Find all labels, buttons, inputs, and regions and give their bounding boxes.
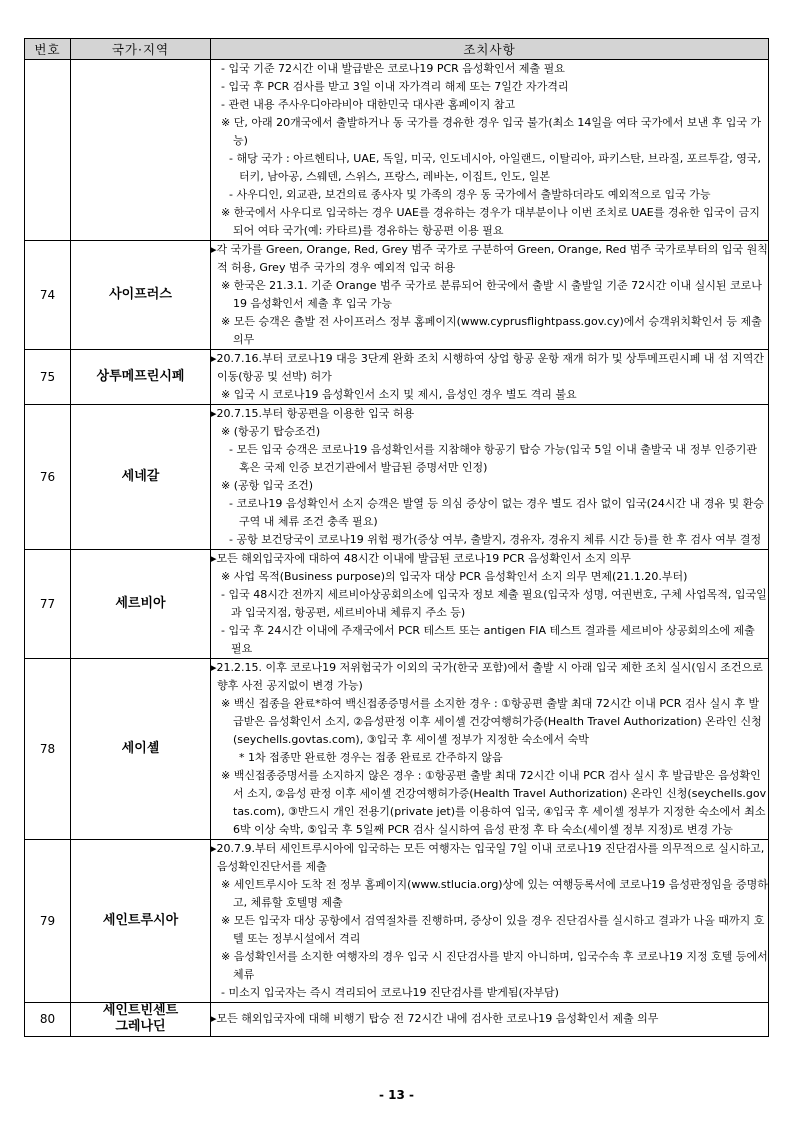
measure-line: - 관련 내용 주사우디아라비아 대한민국 대사관 홈페이지 참고	[221, 98, 516, 111]
row-measures	[211, 241, 769, 350]
table-row	[25, 405, 769, 550]
measure-line: * 1차 접종만 완료한 경우는 접종 완료로 간주하지 않음	[239, 751, 503, 764]
table-row	[25, 241, 769, 350]
measure-line: - 미소지 입국자는 즉시 격리되어 코로나19 진단검사를 받게됨(자부담)	[221, 986, 559, 999]
measure-line: ▸20.7.9.부터 세인트루시아에 입국하는 모든 여행자는 입국일 7일 이내 코로나19 진단검사를 의무적으로 실시하고, 음성확인진단서를 제출	[211, 842, 765, 873]
row-country: 세네갈	[71, 405, 211, 550]
row-number	[25, 60, 71, 241]
row-number: 80	[25, 1003, 71, 1037]
row-number: 78	[25, 659, 71, 840]
header-number: 번호	[25, 39, 71, 60]
row-country: 세이셸	[71, 659, 211, 840]
measure-line: ▸20.7.16.부터 코로나19 대응 3단계 완화 조치 시행하여 상업 항공 운항 재개 허가 및 상투메프린시페 내 섬 지역간 이동(항공 및 선박) 허가	[211, 352, 764, 383]
table-row	[25, 840, 769, 1003]
table-row	[25, 60, 769, 241]
measure-line: - 모든 입국 승객은 코로나19 음성확인서를 지참해야 항공기 탑승 가능(입국 5일 이내 출발국 내 정부 인증기관 혹은 국제 인증 보건기관에서 발급된 증명서만 인정)	[229, 443, 757, 474]
measure-line: ※ 세인트루시아 도착 전 정부 홈페이지(www.stlucia.org)상에 있는 여행등록서에 코로나19 음성판정임을 증명하고, 체류할 호텔명 제출	[221, 878, 768, 909]
row-country: 사이프러스	[71, 241, 211, 350]
measure-line: ※ 백신접종증명서를 소지하지 않은 경우 : ①항공편 출발 최대 72시간 이내 PCR 검사 실시 후 발급받은 음성확인서 소지, ②음성 판정 이후 세이셸 건강여행허가증(Health Travel Authorization) 온라인 신청(seychells.govtas.com), ③반드시 개인 전용기(private jet)를 이용하여 입국, ④입국 후 세이셸 정부가 지정한 숙소에서 최소 6박 이상 숙박, ⑤입국 후 5일째 PCR 검사 실시하여 음성 판정 후 타 숙소(세이셸 정부 지정)로 변경 가능	[221, 769, 767, 836]
row-country: 세인트루시아	[71, 840, 211, 1003]
measure-line: ※ 한국은 21.3.1. 기준 Orange 범주 국가로 분류되어 한국에서 출발 시 출발일 기준 72시간 이내 실시된 코로나19 음성확인서 제출 후 입국 가능	[221, 279, 762, 310]
row-number: 76	[25, 405, 71, 550]
row-number: 77	[25, 550, 71, 659]
measures-table	[24, 38, 769, 1037]
row-country	[71, 60, 211, 241]
measure-line: - 입국 후 PCR 검사를 받고 3일 이내 자가격리 해제 또는 7일간 자가격리	[221, 80, 569, 93]
measure-line: ※ 모든 승객은 출발 전 사이프러스 정부 홈페이지(www.cyprusflightpass.gov.cy)에서 승객위치확인서 등 제출 의무	[221, 315, 762, 346]
measure-line: ※ 사업 목적(Business purpose)의 입국자 대상 PCR 음성확인서 소지 의무 면제(21.1.20.부터)	[221, 570, 688, 583]
header-measures: 조치사항	[211, 39, 769, 60]
measure-line: ※ 단, 아래 20개국에서 출발하거나 동 국가를 경유한 경우 입국 불가(최소 14일을 여타 국가에서 보낸 후 입국 가능)	[221, 116, 762, 147]
row-measures	[211, 659, 769, 840]
table-row	[25, 550, 769, 659]
row-country: 세인트빈센트 그레나딘	[71, 1003, 211, 1037]
measure-line: ※ 모든 입국자 대상 공항에서 검역절차를 진행하며, 증상이 있을 경우 진단검사를 실시하고 결과가 나올 때까지 호텔 또는 정부시설에서 격리	[221, 914, 765, 945]
measure-line: - 공항 보건당국이 코로나19 위험 평가(증상 여부, 출발지, 경유자, 경유지 체류 시간 등)를 한 후 검사 여부 결정	[229, 533, 762, 546]
table-row	[25, 659, 769, 840]
row-country: 세르비아	[71, 550, 211, 659]
measure-line: ※ (항공기 탑승조건)	[221, 425, 321, 438]
row-measures	[211, 350, 769, 405]
row-measures	[211, 840, 769, 1003]
row-country: 상투메프린시페	[71, 350, 211, 405]
measure-line: ※ 음성확인서를 소지한 여행자의 경우 입국 시 진단검사를 받지 아니하며, 입국수속 후 코로나19 지정 호텔 등에서 체류	[221, 950, 768, 981]
table-row	[25, 350, 769, 405]
row-measures	[211, 405, 769, 550]
measure-line: ▸각 국가를 Green, Orange, Red, Grey 범주 국가로 구분하여 Green, Orange, Red 범주 국가로부터의 입국 원칙적 허용, Grey 범주 국가의 경우 예외적 입국 허용	[211, 243, 768, 274]
measure-line: - 해당 국가 : 아르헨티나, UAE, 독일, 미국, 인도네시아, 아일랜드, 이탈리아, 파키스탄, 브라질, 포르투갈, 영국, 터키, 남아공, 스웨덴, 스위스, 프랑스, 레바논, 이집트, 인도, 일본	[229, 152, 762, 183]
measure-line: ※ 한국에서 사우디로 입국하는 경우 UAE를 경유하는 경우가 대부분이나 이번 조치로 UAE를 경유한 입국이 금지되어 여타 국가(예: 카타르)를 경유하는 항공편 이용 필요	[221, 206, 760, 237]
measure-line: ▸21.2.15. 이후 코로나19 저위험국가 이외의 국가(한국 포함)에서 출발 시 아래 입국 제한 조치 실시(임시 조건으로 향후 사전 공지없이 변경 가능)	[211, 661, 763, 692]
measure-line: - 입국 기준 72시간 이내 발급받은 코로나19 PCR 음성확인서 제출 필요	[221, 62, 565, 75]
row-number: 79	[25, 840, 71, 1003]
measure-line: - 입국 48시간 전까지 세르비아상공회의소에 입국자 정보 제출 필요(입국자 성명, 여권번호, 구체 사업목적, 입국일과 입국지점, 항공편, 세르비아내 체류지 주소 등)	[221, 588, 767, 619]
header-country: 국가·지역	[71, 39, 211, 60]
row-number: 75	[25, 350, 71, 405]
table-body	[25, 60, 769, 1037]
row-measures	[211, 60, 769, 241]
measure-line: ▸20.7.15.부터 항공편을 이용한 입국 허용	[211, 407, 415, 420]
measure-line: ※ 입국 시 코로나19 음성확인서 소지 및 제시, 음성인 경우 별도 격리 불요	[221, 388, 577, 401]
row-measures	[211, 1003, 769, 1037]
table-row	[25, 1003, 769, 1037]
page-number: - 13 -	[378, 1088, 414, 1102]
measure-line: ※ (공항 입국 조건)	[221, 479, 314, 492]
measure-line: ▸모든 해외입국자에 대하여 48시간 이내에 발급된 코로나19 PCR 음성확인서 소지 의무	[211, 552, 631, 565]
table-header-row	[25, 39, 769, 60]
measure-line: ※ 백신 접종을 완료*하여 백신접종증명서를 소지한 경우 : ①항공편 출발 최대 72시간 이내 PCR 검사 실시 후 발급받은 음성확인서 소지, ②음성판정 이후 세이셸 건강여행허가증(Health Travel Authorization) 온라인 신청(seychells.govtas.com), ③입국 후 세이셸 정부가 지정한 숙소에서 숙박	[221, 697, 762, 746]
measure-line: ▸모든 해외입국자에 대해 비행기 탑승 전 72시간 내에 검사한 코로나19 음성확인서 제출 의무	[211, 1012, 659, 1026]
row-measures	[211, 550, 769, 659]
measure-line: - 입국 후 24시간 이내에 주재국에서 PCR 테스트 또는 antigen FIA 테스트 결과를 세르비아 상공회의소에 제출 필요	[221, 624, 755, 655]
measure-line: - 코로나19 음성확인서 소지 승객은 발열 등 의심 증상이 없는 경우 별도 검사 없이 입국(24시간 내 경유 및 환승 구역 내 체류 조건 충족 필요)	[229, 497, 764, 528]
measure-line: - 사우디인, 외교관, 보건의료 종사자 및 가족의 경우 동 국가에서 출발하더라도 예외적으로 입국 가능	[229, 188, 711, 201]
row-number: 74	[25, 241, 71, 350]
